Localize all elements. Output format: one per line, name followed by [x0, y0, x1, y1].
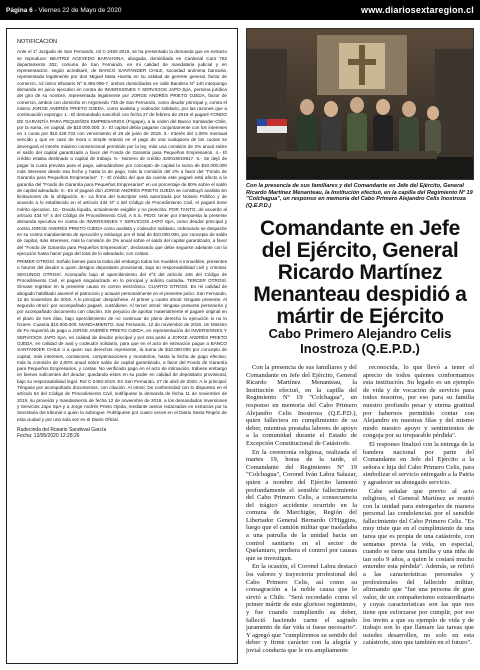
article-column-2 [363, 364, 474, 664]
issue-date: - Viernes 22 de Mayo de 2020 [34, 6, 122, 14]
ceremony-photo [246, 28, 474, 180]
notice-signature [17, 427, 227, 440]
notice-title: NOTIFICACIÓN [17, 39, 58, 45]
notice-paragraph: PRIMER OTROSÍ. Señalo bienes para la traba del embargo todos los muebles e inmuebles, presentes o futuros del deudor a quien designo depositario provisional, bajo su responsabilidad civil y criminal. SEGUNDO OTROSÍ. Acompaño bajo el apercibimiento del nº3 del artículo 346 del Código de Procedimiento Civil, el pagaré singularizado en lo principal y solicito custodia. TERCER OTROSÍ. Sírvase registrar en la presente causa mi correo electrónico. CUARTO OTROSÍ. En mi calidad de abogado habilitado asumiré el patrocinio y actuaré personalmente en el presente juicio. San Fernando, 12 de noviembre de 2019. A lo principal: despáchese. Al primer y cuarto otrosí: téngase presente. Al segundo otrosí: por acompañado pagaré, custódiese. Al tercer otrosí: téngase presente personería y por acompañado documento con citación. Sin perjuicio de aportar materialmente el pagaré original en el plazo de tres días, bajo apercibimiento de no continuar de pleno derecho la ejecución si no lo hiciere. Cuantía $10.000.000. MANDAMIENTO. San Fernando, 12 de noviembre de 2019. Un Ministro de Fe requerirá de pago a JORGE ANDRÉS PRIETO OJEDA, en representación de INVERSIONES Y SERVICIOS JAPO SpA, en calidad de deudor principal y por otra parte a JORGE ANDRÉS PRIETO OJEDA, en calidad de aval y codeudor solidario, para que en el acto de intimación pague a BANCO SANTANDER CHILE o a quien sus derechos represente, la suma de $10.000.000 por concepto de capital, más intereses, comisiones, compensaciones y moratorios, hasta la fecha de pago efectivo, más la comisión de 2,00% anual sobre saldo de capital garantizado, a favor del Fondo de Garantía para Pequeños Empresarios, y costas. No verificado pago en el acto de intimación, trábese embargo en bienes suficientes del deudor, quedando estos en su poder en calidad de depositario provisional, bajo su responsabilidad legal. Rol C-2492-2019. En San Fernando, 27 de abril de 2020. A lo principal: Téngase por acompañado documentos, con citación. Al otrosí: De conformidad con lo dispuesto en el artículo 54 del Código de Procedimiento Civil, notifíquese la demanda de fecha 11 de noviembre de 2019, su proveído y mandamiento de fecha 12 de noviembre de 2019, a los demandados Inversiones y Servicios Japo SpA y a Jorge Andrés Prieto Ojeda, mediante avisos redactados en extractos por la Secretaria del tribunal o quien la subrogue. Publíquese por cuatro veces en el Diario Sexta Región de esta ciudad y por una sola vez en el Diario Oficial. [17, 259, 227, 422]
site-url[interactable]: www.diariosextaregion.cl [361, 5, 474, 15]
notice-paragraph: Ante el 1º Juzgado de San Fernando, rol C-2492-2019, se ha presentado la demanda que en extracto se reproduce: BEATRIZ ACEVEDO BARAHONA, abogada, domiciliada en Cardenal Caro 752 departamento 302, comuna de San Fernando, en mi calidad de mandataria judicial y en representación, según acreditaré, de BANCO SANTANDER CHILE, sociedad anónima bancaria, representada legalmente por don Miguel Mata Huerta en su calidad de gerente general, factor de comercio, rol único tributario Nº 9.496.096-7, ambos domiciliados en calle Bandera Nº 140 interpongo demanda en juicio ejecutivo en contra de INVERSIONES Y SERVICIOS JAPO SpA, persona jurídica del giro de su nombre, representada legalmente por JORGE ANDRÉS PRIETO OJEDA, factor de comercio, ambos con domicilio en Argomedo 735 de San Fernando, como deudor principal y, contra el mismo JORGE ANDRÉS PRIETO OJEDA, como avalista y codeudor solidario, por las razones que a continuación expongo: 1.- El demandado suscribió con fecha 27 de febrero de 2019 el pagaré FONDO DE GARANTÍA PARA PEQUEÑOS EMPRESARIOS (Fogape), a la orden del Banco Santander-Chile, por la suma, en capital, de $10.000.000. 2.- El capital debía pagarse conjuntamente con los intereses en 1 cuota por $10.428.733 con vencimiento el 26 de junio de 2019. 3.- Interés del 1,09% mensual vencido y que en caso de mora o simple retardo en el pago de una cualquiera de las cuotas se devengará el interés máximo convencional permitido por la ley, más una comisión de 2% anual sobre el saldo del capital garantizado a favor del Fondo de Garantía para Pequeños Empresarios. 4.- El crédito estaba destinado a capital de trabajo. 5.- Número de crédito 420019019917. 6.- Se dejó de pagar la cuota prevista para el pago, adeudándose por concepto de capital la suma de $10.000.000 más intereses desde esa fecha y hasta la de pago, más la comisión del 2% a favor del "Fondo de Garantía para Pequeños Empresarios". 7.- El crédito del que da cuenta este pagaré está afecto a la garantía del "Fondo de Garantía para Pequeños Empresarios" en un porcentaje de 80% sobre el saldo de capital adeudado. 8.- En el pagaré don JORGE ANDRÉS PRIETO OJEDA se constituyó avalista sin limitaciones de la obligación. 9.- La firma del suscriptor está autorizada por Notario Público y de acuerdo a lo establecido en el artículo 434 Nº 4 del Código de Procedimiento Civil, el pagaré tiene mérito ejecutivo. 10.- Deuda líquida, actualmente exigible y no prescrita. POR TANTO, de acuerdo al artículo 434 Nº 4 del Código de Procedimiento Civil, A S.S. PIDO: tener por interpuesta la presente demanda ejecutiva en contra de INVERSIONES Y SERVICIOS JAPO SpA, como deudor principal y contra JORGE ANDRÉS PRIETO OJEDA como avalista y codeudor solidario, ordenando se despache en su contra mandamiento de ejecución y embargo por el total de $10.000.000, por concepto de saldo de capital, más intereses, más la comisión de 2% anual sobre el saldo del capital garantizado, a favor del "Fondo de Garantía para Pequeños Empresarios", declarando que debe seguirse adelante con la ejecución hasta hacer pago del total de lo adeudado, con costas. [17, 49, 227, 256]
article-headline: Comandante en Jefe del Ejército, General Ricardo Martínez Menanteau despidió a mártir de Ejército [253, 217, 467, 328]
article-paragraph: En la ceremonia religiosa, realizada el martes 19, horas de la tarde, el Comandante del Regimiento Nº 19 "Colchagua", Coronel Iván Labra Salazar, quien a nombre del Ejército lamentó profundamente el sensible fallecimiento del Cabo Primero Celis, a consecuencia del trágico accidente ocurrido en la comuna de Marchigüe, Región del Libertador General Bernardo O'Higgins, luego que el camión militar que trasladaba a una patrulla de la unidad hacia un control sanitario en el sector de Quelantaro, perdiera el control por causas que se investigan. [246, 448, 357, 562]
article-paragraph: En la ocasión, el Coronel Labra destacó los valores y trayectoria profesional del Cabo Primero Celis, así como su consagración a la noble causa que lo sirvió a Chile. "Será recordado como el primer mártir de este glorioso regimiento, y fue cuando cumpliendo su deber, falleció haciendo carne el sagrado juramento de dar vida si fuese necesario". Y agregó que "cumpliremos su sentido del deber y firme carácter con la alegría y jovial conducta que le era ampliamente [246, 563, 357, 654]
article-paragraph: Con la presencia de sus familiares y del Comandante en Jefe del Ejército, General Ricardo Martínez Menanteau, la Institución efectuó, en la capilla del Regimiento Nº 19 "Colchagua", un responso en memoria del Cabo Primero Alejandro Celis Inostroza (Q.E.P.D.), quien falleciera en cumplimiento de su deber, mientras prestaba labores de apoyo a la comunidad durante el Estado de Excepción Constitucional de Catástrofe. [246, 364, 357, 447]
header-date [6, 7, 122, 14]
article-paragraph: El responso finalizó con la entrega de la bandera nacional por parte del Comandante en Jefe del Ejército a la señora e hija del Cabo Primero Celis, para simbolizar el servicio entregado a la Patria y agradecer su abnegado servicio. [363, 440, 474, 486]
article-paragraph: reconocida, lo que llevó a tener el aprecio de todos quienes conformamos esta institución. Su legado es un ejemplo de vida y de vocación de servicio para todos nosotros, por eso para su familia nuestro profundo pesar y eterna gratitud por habernos permitido contar con Alejandro en nuestras filas y del mismo modo nuestro apoyo y sentimientos de congoja por su irreparable pérdida". [363, 364, 474, 440]
signature-name: Rudecinda del Rosario Sandoval García [17, 426, 107, 433]
photo-caption: Con la presencia de sus familiares y del Comandante en Jefe del Ejército, General Ricardo Martínez Menanteau, la Institución efectuó, en la capilla del Regimiento Nº 19 "Colchagua", un responso en memoria del Cabo Primero Alejandro Celis Inostroza (Q.E.P.D.) [246, 183, 473, 209]
page-number: Página 6 [6, 6, 33, 14]
page-header [0, 0, 480, 20]
article-body [246, 364, 474, 664]
ceremony-photo-image [247, 29, 474, 180]
article-column-1 [246, 364, 357, 664]
signature-date: Fecha: 12/05/2020 12:28:26 [17, 433, 80, 440]
article-paragraph: Cabe señalar que previo al acto religioso, el General Martínez se reunió con la unidad para entregarles de manera personal las condolencias por el sensible fallecimiento del Cabo Primero Celis. "Es muy triste que en el cumplimiento de una tarea que es propia de una catástrofe, con semanas previa la vida, en especial, cuando se tiene una familia y una niña de tan solo 9 años, a quien le costará mucho entender esta pérdida". Además, se refirió a las características personales y profesionales del fallecido militar, afirmando que "fue una persona de gran valor, de un compañerismo extraordinario y cuyas características son las que nos tiene que esforzarse por cumplir, por eso los invito a que su ejemplo de vida y de trabajo son lo que llamare las tareas que ustedes desarrollen, no solo en esta catástrofe, sino que también en el futuro". [363, 487, 474, 647]
article-subhead: Cabo Primero Alejandro Celis Inostroza (Q.E.P.D.) [268, 326, 452, 356]
legal-notice [6, 28, 238, 664]
